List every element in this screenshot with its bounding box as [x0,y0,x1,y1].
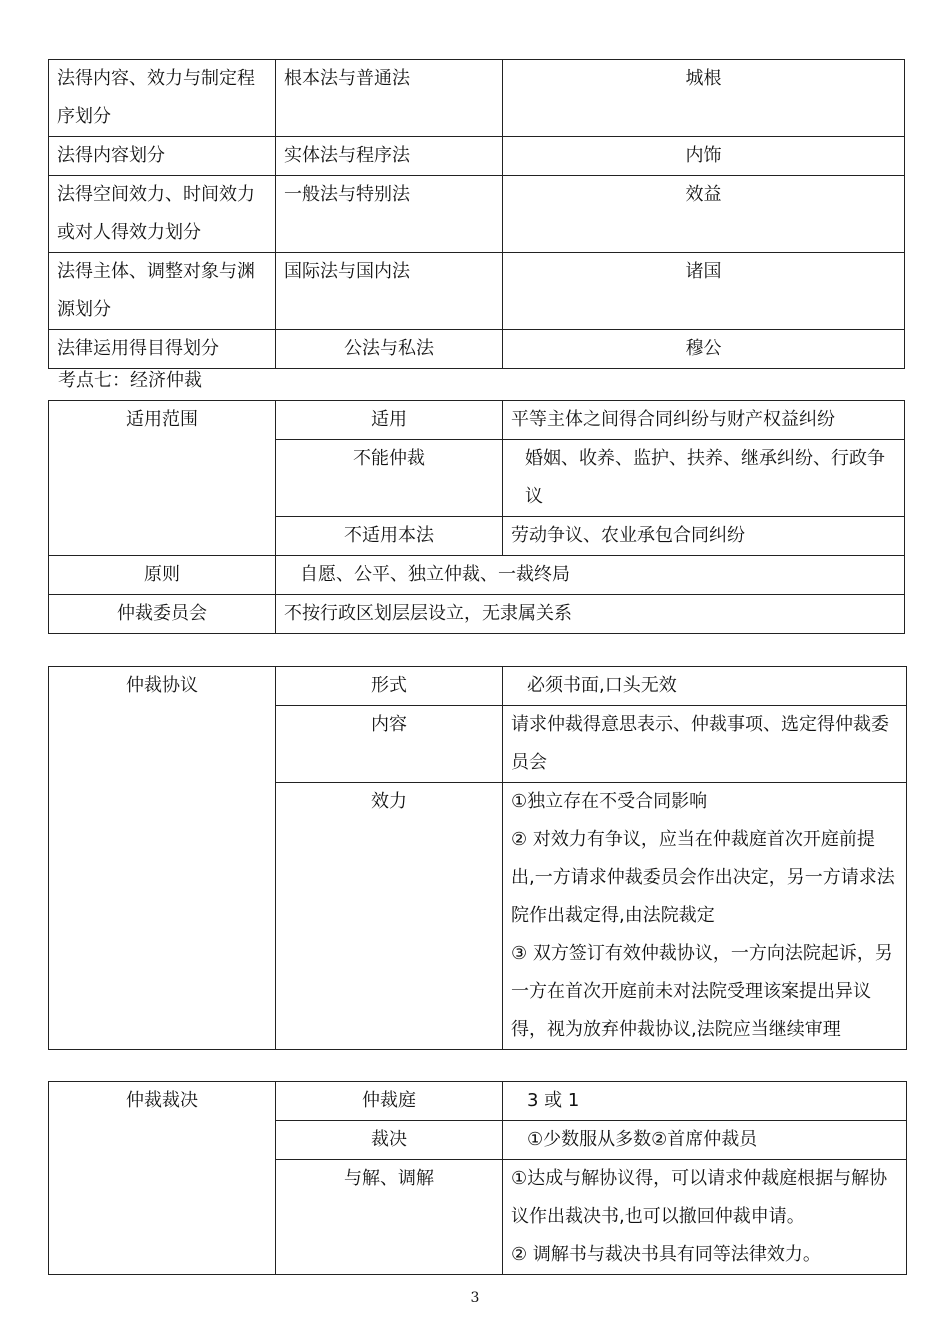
effect-item: ② 对效力有争议，应当在仲裁庭首次开庭前提出,一方请求仲裁委员会作出决定，另一方请求法院作出裁定得,由法院裁定 [511,829,895,926]
settlement-item: ①达成与解协议得，可以请求仲裁庭根据与解协议作出裁决书,也可以撤回仲裁申请。 [511,1168,888,1227]
not-applicable-value: 劳动争议、农业承包合同纠纷 [503,517,905,556]
agreement-label: 仲裁协议 [49,667,276,1050]
types-cell: 国际法与国内法 [276,253,503,330]
table-row [49,137,905,176]
effect-item: ①独立存在不受合同影响 [511,791,708,812]
types-cell: 公法与私法 [276,330,503,369]
applicable-value: 平等主体之间得合同纠纷与财产权益纠纷 [503,401,905,440]
table-row [49,253,905,330]
mnemonic-cell: 城根 [503,60,905,137]
form-value: 必须书面,口头无效 [503,667,907,706]
settlement-label: 与解、调解 [276,1160,503,1275]
table-row [49,595,905,634]
mnemonic-cell: 穆公 [503,330,905,369]
form-label: 形式 [276,667,503,706]
applicable-label: 适用 [276,401,503,440]
effect-item: ③ 双方签订有效仲裁协议，一方向法院起诉，另一方在首次开庭前未对法院受理该案提出异议得，视为放弃仲裁协议,法院应当继续审理 [511,943,893,1040]
types-cell: 根本法与普通法 [276,60,503,137]
decision-label: 裁决 [276,1121,503,1160]
types-cell: 一般法与特别法 [276,176,503,253]
not-arbitrable-label: 不能仲裁 [276,440,503,517]
principle-value: 自愿、公平、独立仲裁、一裁终局 [276,556,905,595]
mnemonic-cell: 诸国 [503,253,905,330]
section-title: 考点七：经济仲裁 [58,370,202,391]
committee-value: 不按行政区划层层设立，无隶属关系 [276,595,905,634]
basis-cell: 法得主体、调整对象与渊源划分 [49,253,276,330]
types-cell: 实体法与程序法 [276,137,503,176]
scope-label: 适用范围 [49,401,276,556]
table-row [49,60,905,137]
basis-cell: 法律运用得目得划分 [49,330,276,369]
effect-value [503,783,907,1050]
not-arbitrable-value: 婚姻、收养、监护、扶养、继承纠纷、行政争议 [503,440,905,517]
principle-label: 原则 [49,556,276,595]
not-applicable-label: 不适用本法 [276,517,503,556]
basis-cell: 法得内容、效力与制定程序划分 [49,60,276,137]
table-row [49,401,905,440]
settlement-value [503,1160,907,1275]
mnemonic-cell: 效益 [503,176,905,253]
arbitration-award-table [48,1081,907,1275]
award-label: 仲裁裁决 [49,1082,276,1275]
mnemonic-cell: 内饰 [503,137,905,176]
table-row [49,1082,907,1121]
decision-value: ①少数服从多数②首席仲裁员 [503,1121,907,1160]
committee-label: 仲裁委员会 [49,595,276,634]
basis-cell: 法得内容划分 [49,137,276,176]
arbitration-scope-table [48,400,905,634]
law-classification-table [48,59,905,369]
tribunal-label: 仲裁庭 [276,1082,503,1121]
basis-cell: 法得空间效力、时间效力或对人得效力划分 [49,176,276,253]
settlement-item: ② 调解书与裁决书具有同等法律效力。 [511,1244,821,1265]
page-number: 3 [470,1290,480,1306]
arbitration-agreement-table [48,666,907,1050]
content-label: 内容 [276,706,503,783]
tribunal-value: 3 或 1 [503,1082,907,1121]
content-value: 请求仲裁得意思表示、仲裁事项、选定得仲裁委员会 [503,706,907,783]
effect-label: 效力 [276,783,503,1050]
table-row [49,176,905,253]
table-row [49,667,907,706]
table-row [49,556,905,595]
